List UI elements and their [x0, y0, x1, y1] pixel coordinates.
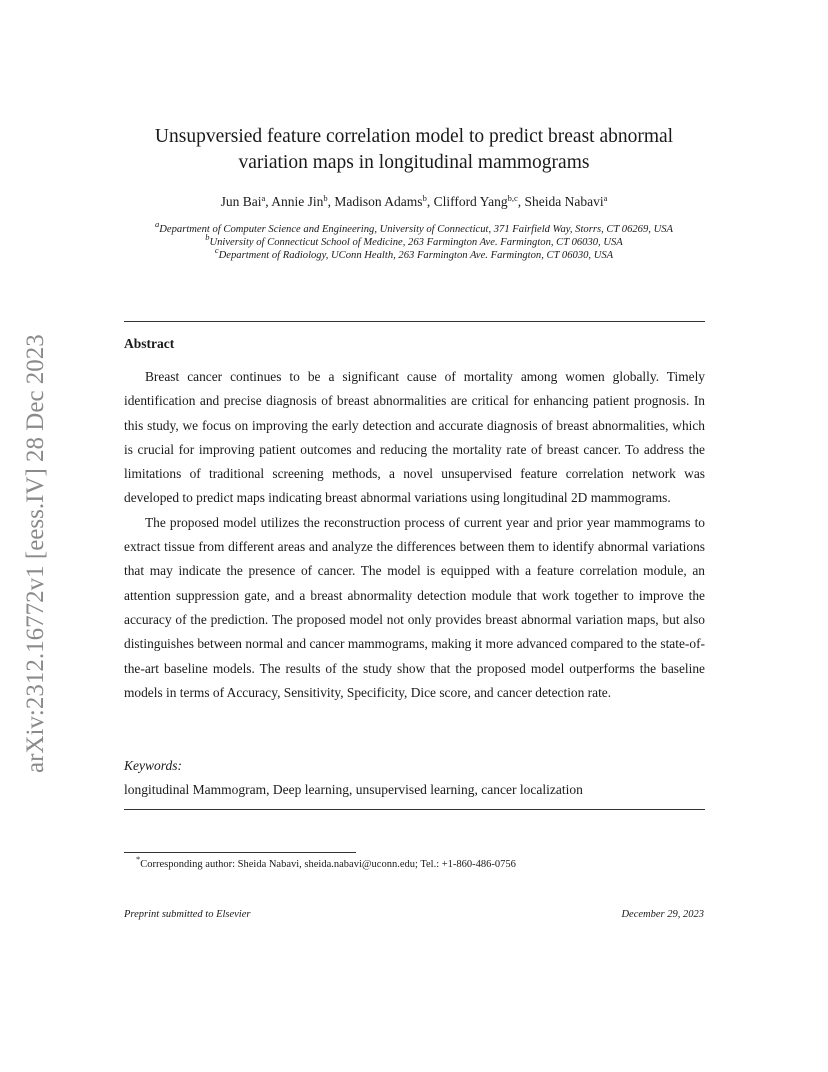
author-name: Clifford Yang: [433, 194, 508, 209]
author-affiliation-mark: a: [261, 193, 266, 203]
title-line-1: Unsupversied feature correlation model to predict breast abnormal: [154, 126, 674, 147]
arxiv-identifier-stamp: [16, 283, 56, 773]
abstract-bottom-rule: [124, 809, 705, 810]
author-list: Jun Bai$^a$, Annie Jin$^b$, Madison Adams$^b$, Clifford Yang$^{b,c}$, Sheida Nabavi$^a$: [220, 193, 608, 209]
abstract-top-rule: [124, 321, 705, 322]
affiliation-list: [124, 219, 704, 263]
abstract-paragraph: The proposed model utilizes the reconstruction process of current year and prior year mammograms to extract tissue from different areas and analyze the differences between them to identify abnormal variations that may indicate the presence of cancer. The model is equipped with a feature correlation module, an attention suppression gate, and a breast abnormality detection module that work together to improve the accuracy of the prediction. The proposed model not only provides breast abnormal variation maps, but also distinguishes between normal and cancer mammograms, making it more advanced compared to the state-of-the-art baseline models. The results of the study show that the proposed model outperforms the baseline models in terms of Accuracy, Sensitivity, Specificity, Dice score, and cancer detection rate.: [124, 514, 705, 700]
footnote-mark: *: [136, 854, 141, 864]
preprint-note: Preprint submitted to Elsevier: [124, 909, 251, 920]
author-name: Annie Jin: [271, 194, 324, 209]
affiliation-mark: a: [155, 219, 160, 229]
affiliation-mark: c: [214, 245, 219, 256]
abstract-paragraph: Breast cancer continues to be a significant cause of mortality among women globally. Timely identification and precise diagnosis of breast abnormalities are critical for enhancing patient prognosis. In this study, we focus on improving the early detection and accurate diagnosis of breast abnormalities, which is crucial for improving patient outcomes and reducing the mortality rate of breast cancer. To address the limitations of traditional screening methods, a novel unsupervised feature correlation network was developed to predict maps indicating breast abnormal variations using longitudinal 2D mammograms.: [124, 369, 705, 506]
title-line-2: variation maps in longitudinal mammograms: [238, 152, 590, 173]
author-affiliation-mark: b: [323, 193, 328, 203]
preprint-date: December 29, 2023: [621, 909, 704, 920]
author-name: Jun Bai: [220, 194, 262, 209]
affiliation-mark: b: [205, 232, 210, 243]
affiliation-item: [124, 219, 704, 236]
author-name: Sheida Nabavi: [524, 194, 604, 209]
affiliation-item: [124, 245, 704, 262]
footnote-rule: [124, 852, 356, 853]
arxiv-identifier-text: arXiv:2312.16772v1 [eess.IV] 28 Dec 2023: [22, 334, 49, 773]
abstract-heading: Abstract: [124, 336, 175, 351]
keywords-heading: Keywords:: [124, 758, 182, 773]
corresponding-author-footnote: [136, 854, 516, 872]
keywords-text: longitudinal Mammogram, Deep learning, unsupervised learning, cancer localization: [124, 782, 583, 797]
affiliation-text: Department of Computer Science and Engineering, University of Connecticut, 371 Fairfield Way, Storrs, CT 06269, USA: [159, 224, 673, 235]
author-affiliation-mark: b,c: [507, 193, 518, 203]
author-name: Madison Adams: [334, 194, 423, 209]
affiliation-text: Department of Radiology, UConn Health, 263 Farmington Ave. Farmington, CT 06030, USA: [218, 250, 614, 262]
author-affiliation-mark: b: [422, 193, 427, 203]
abstract-body: [124, 365, 705, 705]
author-affiliation-mark: a: [603, 193, 608, 203]
paper-title: [124, 124, 704, 176]
footnote-text: Corresponding author: Sheida Nabavi, sheida.nabavi@uconn.edu; Tel.: +1-860-486-0756: [140, 859, 516, 870]
affiliation-text: University of Connecticut School of Medicine, 263 Farmington Ave. Farmington, CT 06030, USA: [209, 237, 623, 249]
affiliation-item: [124, 232, 704, 249]
